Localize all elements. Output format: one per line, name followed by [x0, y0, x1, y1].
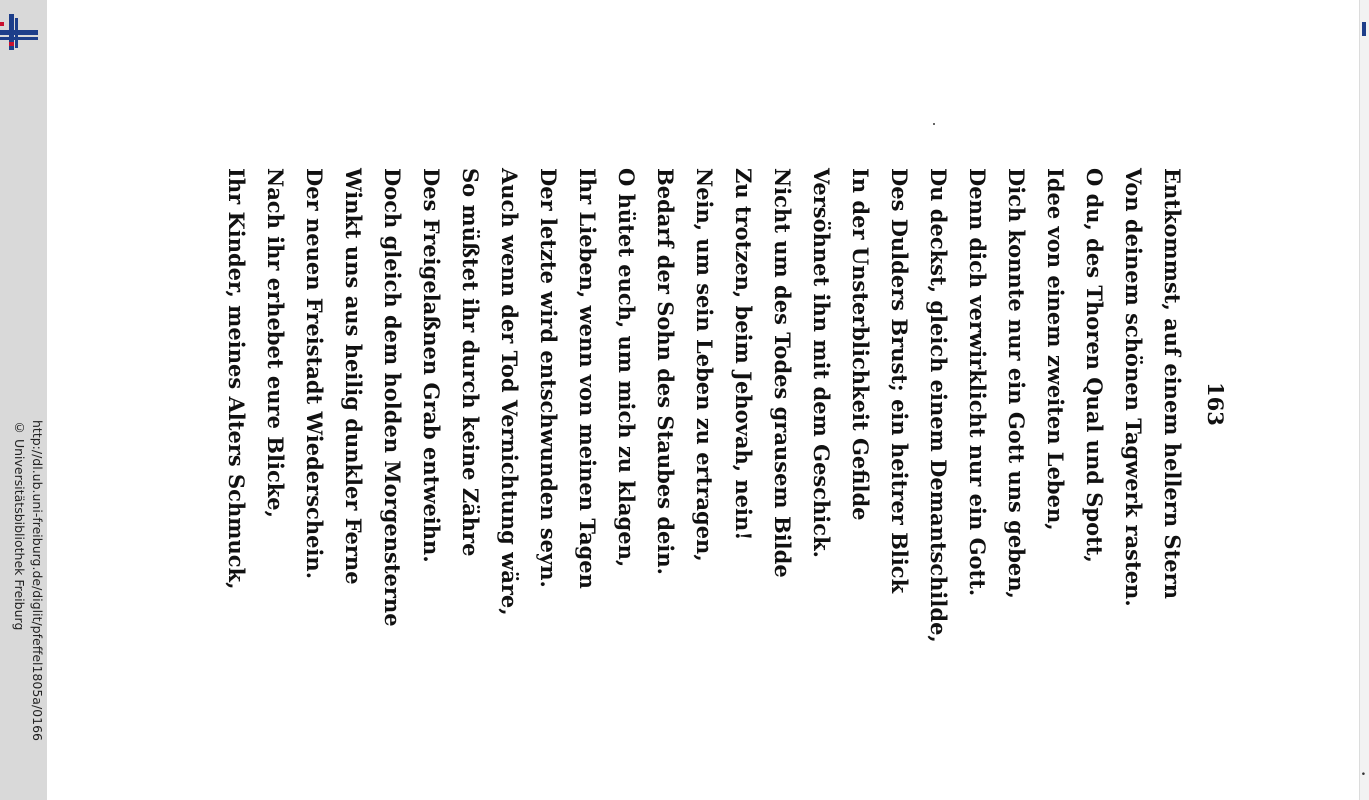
page-number: 163 [1203, 382, 1228, 426]
text-line: Doch gleich dem holden Morgensterne [380, 168, 405, 627]
library-logo-icon[interactable] [0, 14, 40, 50]
copyright-notice: © Universitätsbibliothek Freiburg [12, 420, 27, 631]
text-line: In der Unsterblichkeit Gefilde [848, 168, 873, 521]
text-line: Nach ihr erhebet eure Blicke, [263, 168, 288, 518]
text-line: Du deckst, gleich einem Demantschilde, [926, 168, 951, 643]
text-line: Bedarf der Sohn des Staubes dein. [653, 168, 678, 575]
sidebar [0, 0, 47, 800]
text-line: Der letzte wird entschwunden seyn. [536, 168, 561, 588]
text-line: Nein, um sein Leben zu ertragen, [692, 168, 717, 562]
text-line: Entkommst, auf einem hellern Stern [1160, 168, 1185, 599]
edge-dot-icon: • [1360, 770, 1366, 780]
text-line: O du, des Thoren Qual und Spott, [1082, 168, 1107, 563]
text-line: Ihr Kinder, meines Alters Schmuck, [224, 168, 249, 590]
text-line: O hütet euch, um mich zu klagen, [614, 168, 639, 568]
text-line: Winkt uns aus heilig dunkler Ferne [341, 168, 366, 585]
text-line: Der neuen Freistadt Wiederschein. [302, 168, 327, 580]
text-line: Denn dich verwirklicht nur ein Gott. [965, 168, 990, 597]
text-line: Nicht um des Todes grausem Bilde [770, 168, 795, 578]
text-line: Zu trotzen, beim Jehovah, nein! [731, 168, 756, 541]
page-edge-scrollbar[interactable] [1359, 0, 1369, 800]
text-line: Von deinem schönen Tagwerk rasten. [1121, 168, 1146, 607]
text-line: Versöhnet ihn mit dem Geschick. [809, 168, 834, 558]
edge-marker-icon [1362, 22, 1366, 36]
text-line: Dich konnte nur ein Gott uns geben, [1004, 168, 1029, 599]
text-line: Ihr Lieben, wenn von meinen Tagen [575, 168, 600, 589]
scan-speck [933, 123, 935, 125]
source-url[interactable]: http://dl.ub.uni-freiburg.de/diglit/pfeffel1805a/0166 [30, 420, 45, 741]
text-line: Auch wenn der Tod Vernichtung wäre, [497, 168, 522, 616]
text-line: Des Freigelaßnen Grab entweihn. [419, 168, 444, 563]
text-line: Idee von einem zweiten Leben, [1043, 168, 1068, 531]
poem-text [217, 168, 1192, 643]
text-line: Des Dulders Brust; ein heitrer Blick [887, 168, 912, 594]
text-line: So müßtet ihr durch keine Zähre [458, 168, 483, 557]
sidebar-source-info [2, 420, 46, 800]
